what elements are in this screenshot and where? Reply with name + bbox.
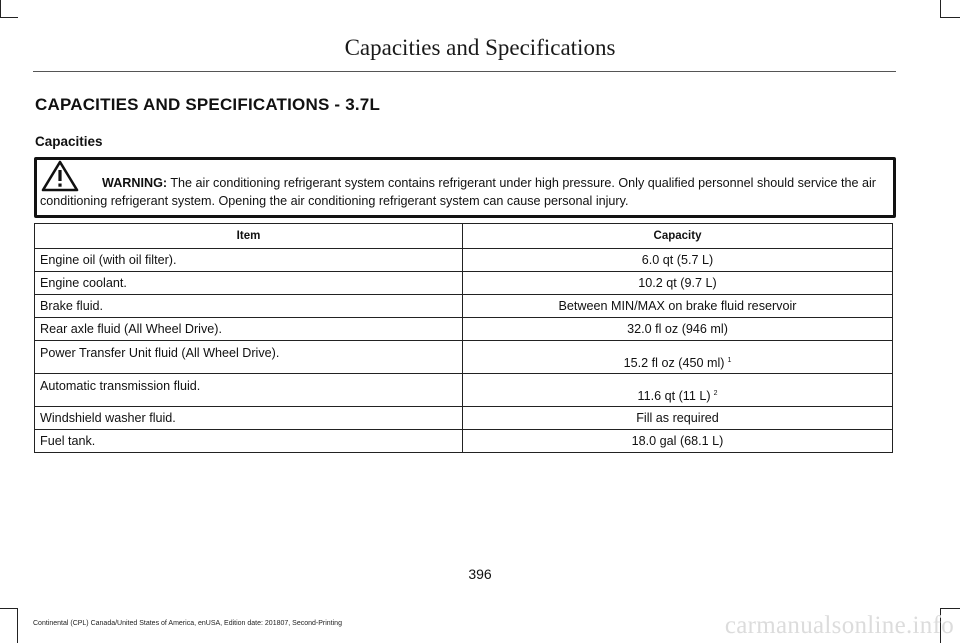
capacity-cell: 32.0 fl oz (946 ml) [463,318,893,341]
column-header-capacity: Capacity [463,224,893,249]
page-number: 396 [468,566,492,582]
capacity-cell: Fill as required [463,407,893,430]
capacity-value: 11.6 qt (11 L) [637,389,711,403]
table-row [35,295,893,318]
watermark: carmanualsonline.info [724,612,954,639]
item-cell: Rear axle fluid (All Wheel Drive). [35,318,463,341]
table-row [35,249,893,272]
item-cell: Windshield washer fluid. [35,407,463,430]
warning-triangle-icon [40,159,80,193]
table-header-row [35,224,893,249]
footnote-marker: 2 [713,389,718,397]
warning-label: WARNING: [102,176,168,190]
item-cell: Fuel tank. [35,430,463,453]
table-row [35,341,893,374]
table-row [35,374,893,407]
capacity-cell: Between MIN/MAX on brake fluid reservoir [463,295,893,318]
capacity-cell [463,341,893,374]
header-rule [33,71,896,72]
capacity-value: 15.2 fl oz (450 ml) [623,356,725,370]
table-row [35,407,893,430]
crop-mark [17,608,18,643]
table-row [35,318,893,341]
capacities-table [34,223,893,453]
item-cell: Engine coolant. [35,272,463,295]
page-header-title: Capacities and Specifications [344,35,616,60]
table-row [35,272,893,295]
capacity-cell: 18.0 gal (68.1 L) [463,430,893,453]
warning-box [34,157,896,218]
section-title: CAPACITIES AND SPECIFICATIONS - 3.7L [35,95,381,114]
capacity-cell: 6.0 qt (5.7 L) [463,249,893,272]
item-cell: Brake fluid. [35,295,463,318]
capacity-cell [463,374,893,407]
item-cell: Power Transfer Unit fluid (All Wheel Drive). [35,341,463,374]
crop-mark [0,17,18,18]
crop-mark [0,608,18,609]
warning-text: The air conditioning refrigerant system contains refrigerant under high pressure. Only qualified personnel should service the air conditioning refrigerant system. Opening the air conditioning refrigerant system can cause personal injury. [40,176,876,208]
crop-mark [0,0,1,18]
column-header-item: Item [35,224,463,249]
capacity-cell: 10.2 qt (9.7 L) [463,272,893,295]
edition-footer: Continental (CPL) Canada/United States of America, enUSA, Edition date: 201807, Second-Printing [33,620,342,627]
item-cell: Engine oil (with oil filter). [35,249,463,272]
table-row [35,430,893,453]
crop-mark [940,608,960,609]
footnote-marker: 1 [727,356,732,364]
crop-mark [940,0,941,18]
subsection-title: Capacities [35,134,103,149]
crop-mark [940,17,960,18]
item-cell: Automatic transmission fluid. [35,374,463,407]
